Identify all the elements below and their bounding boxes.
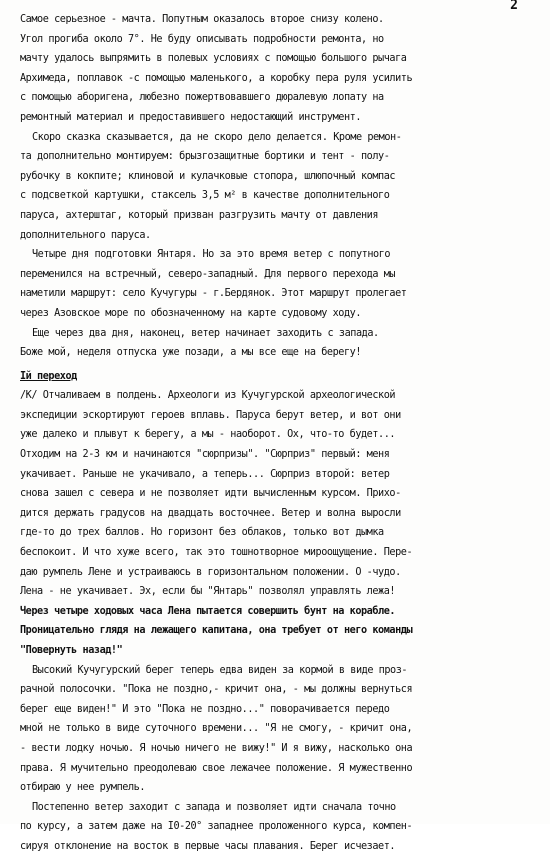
text-line: Проницательно глядя на лежащего капитана, она требует от него команды bbox=[20, 625, 413, 637]
text-line: по курсу, а затем даже на I0-20° западнее проложенного курса, компен- bbox=[20, 821, 413, 833]
text-line: укачивает. Раньше не укачивало, а теперь... Сюрприз второй: ветер bbox=[20, 468, 390, 480]
text-line: берег еще виден!" И это "Пока не поздно..." поворачивается передо bbox=[20, 703, 390, 715]
text-line: /К/ Отчаливаем в полдень. Археологи из Кучугурской археологической bbox=[20, 390, 396, 402]
text-line: рубочку в кокпите; клиновой и кулачковые стопора, шлюпочный компас bbox=[20, 170, 396, 182]
text-line: Еще через два дня, наконец, ветер начинает заходить с запада. bbox=[32, 327, 379, 339]
text-line: Скоро сказка сказывается, да не скоро дело делается. Кроме ремон- bbox=[32, 131, 402, 143]
text-line: Лена - не укачивает. Эх, если бы "Янтарь" позволял управлять лежа! bbox=[20, 586, 396, 598]
text-line: уже далеко и плывут к берегу, а мы - наоборот. Ох, что-то будет... bbox=[20, 429, 396, 441]
text-line: беспокоит. И что хуже всего, так это тошнотворное мироощущение. Пере- bbox=[20, 547, 413, 559]
text-line: отбираю у нее румпель. bbox=[20, 782, 146, 794]
text-line: Боже мой, неделя отпуска уже позади, а мы все еще на берегу! bbox=[20, 347, 362, 359]
text-line: дополнительного паруса. bbox=[20, 229, 151, 241]
text-line: Постепенно ветер заходит с запада и позволяет идти сначала точно bbox=[32, 801, 396, 813]
text-line: ремонтный материал и предоставившего недостающий инструмент. bbox=[20, 111, 362, 123]
text-line: где-то до трех баллов. Но горизонт без облаков, только вот дымка bbox=[20, 527, 384, 539]
text-line: экспедиции эскортируют героев вплавь. Паруса берут ветер, и вот они bbox=[20, 409, 401, 421]
text-line: сируя отклонение на восток в первые часы плавания. Берег исчезает. bbox=[20, 840, 396, 852]
text-line: "Повернуть назад!" bbox=[20, 645, 123, 656]
body-text bbox=[20, 10, 534, 857]
text-line: с помощью аборигена, любезно пожертвовавшего дюралевую лопату на bbox=[20, 92, 384, 104]
section-heading: Iй переход bbox=[20, 370, 77, 382]
text-line: та дополнительно монтируем: брызгозащитные бортики и тент - полу- bbox=[20, 151, 390, 163]
text-line: переменился на встречный, северо-западный. Для первого перехода мы bbox=[20, 268, 396, 280]
text-line: через Азовское море по обозначенному на карте судовому ходу. bbox=[20, 307, 362, 319]
text-line: рачной полосочки. "Пока не поздно,- кричит она, - мы должны вернуться bbox=[20, 684, 413, 696]
text-line: Архимеда, поплавок -с помощью маленького, а коробку пера руля усилить bbox=[20, 72, 413, 84]
text-line: даю румпель Лене и устраиваюсь в горизонтальном положении. О -чудо. bbox=[20, 566, 401, 578]
text-line: мачту удалось выпрямить в полевых условиях с помощью большого рычага bbox=[20, 53, 407, 65]
text-line: мной не только в виде суточного времени... "Я не смогу, - кричит она, bbox=[20, 723, 413, 735]
text-line: - вести лодку ночью. Я ночью ничего не вижу!" И я вижу, насколько она bbox=[20, 742, 413, 754]
text-line: дится держать градусов на двадцать восточнее. Ветер и волна выросли bbox=[20, 507, 401, 519]
page-number: 2 bbox=[510, 0, 518, 13]
text-line: паруса, ахтерштаг, который призван разгрузить мачту от давления bbox=[20, 209, 379, 221]
text-line: Отходим на 2-3 км и начинаются "сюрпризы". "Сюрприз" первый: меня bbox=[20, 449, 390, 461]
text-line: Угол прогиба около 7°. Не буду описывать подробности ремонта, но bbox=[20, 33, 384, 45]
text-line: Высокий Кучугурский берег теперь едва виден за кормой в виде проз- bbox=[32, 664, 408, 676]
text-line: права. Я мучительно преодолеваю свое лежачее положение. Я мужественно bbox=[20, 762, 413, 774]
text-line: с подсветкой картушки, стаксель 3,5 м² в качестве дополнительного bbox=[20, 190, 390, 202]
text-line: Четыре дня подготовки Янтаря. Но за это время ветер с попутного bbox=[32, 249, 391, 261]
text-line: Через четыре ходовых часа Лена пытается совершить бунт на корабле. bbox=[20, 605, 396, 617]
text-line: Самое серьезное - мачта. Попутным оказалось второе снизу колено. bbox=[20, 14, 384, 25]
text-line: наметили маршрут: село Кучугуры - г.Бердянок. Этот маршрут пролегает bbox=[20, 288, 407, 300]
text-line: снова зашел с севера и не позволяет идти вычисленным курсом. Прихо- bbox=[20, 488, 401, 500]
